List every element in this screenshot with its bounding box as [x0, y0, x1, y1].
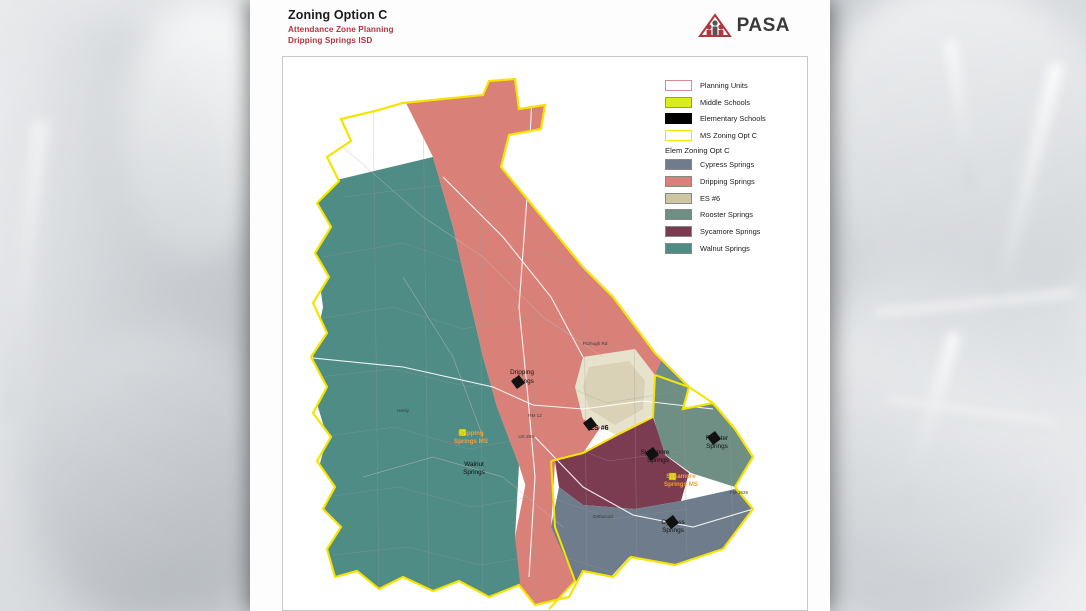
legend-group-header: Elem Zoning Opt C: [665, 146, 730, 156]
map-label-road: US 290: [518, 434, 534, 439]
pasa-logo-text: PASA: [736, 15, 790, 36]
legend-label: MS Zoning Opt C: [700, 131, 758, 141]
document-header: [288, 8, 394, 45]
legend-item: [665, 240, 808, 257]
document-subtitle-district: Dripping Springs ISD: [288, 36, 373, 45]
document-subtitle-program: Attendance Zone Planning: [288, 25, 394, 34]
map-label-road: FM 1826: [729, 490, 749, 495]
map-label-es6: ES #6: [589, 425, 609, 432]
legend-item: [665, 127, 808, 144]
background-shape-lower-left: [30, 330, 270, 611]
legend-swatch: [665, 193, 692, 204]
map-label-city: Springs: [512, 378, 534, 385]
legend-item: [665, 223, 808, 240]
legend-item: [665, 207, 808, 224]
legend-label: Middle Schools: [700, 97, 751, 107]
map-label-road: Henly: [397, 408, 409, 413]
map-label-ms: Springs MS: [663, 481, 699, 488]
map-label-city: Dripping: [510, 369, 534, 376]
map-label-road: Fitzhugh Rd: [582, 341, 608, 346]
map-label-city: Springs: [706, 443, 728, 450]
map-label-city: Rooster: [705, 435, 729, 442]
legend-label: Walnut Springs: [700, 244, 750, 254]
pasa-logo-icon: [698, 12, 732, 40]
map-label-ms: Springs MS: [453, 438, 489, 445]
legend-label: Rooster Springs: [700, 210, 753, 220]
map-label-city: Sycamore: [640, 449, 670, 456]
map-legend: [665, 77, 808, 257]
legend-swatch: [665, 176, 692, 187]
legend-item: [665, 173, 808, 190]
legend-item: [665, 94, 808, 111]
map-label-city: Springs: [647, 457, 669, 464]
legend-label: Elementary Schools: [700, 114, 766, 124]
map-label-ms: Sycamore: [666, 473, 696, 480]
legend-swatch: [665, 80, 692, 91]
map-label-city: Walnut: [464, 461, 484, 468]
legend-item: [665, 190, 808, 207]
map-label-ms: Dripping: [458, 430, 484, 437]
map-label-city: Springs: [463, 469, 485, 476]
map-label-city: Cypress: [661, 519, 685, 526]
page-title: Zoning Option C: [288, 8, 388, 22]
legend-swatch: [665, 113, 692, 124]
legend-item: [665, 111, 808, 128]
pasa-logo: [698, 12, 790, 40]
legend-swatch: [665, 243, 692, 254]
printed-map-page: [250, 0, 830, 611]
map-canvas[interactable]: [282, 56, 808, 611]
map-label-road: RM 12: [528, 413, 542, 418]
legend-label: Dripping Springs: [700, 176, 755, 186]
legend-swatch: [665, 226, 692, 237]
map-label-road: Driftwood: [593, 514, 613, 519]
legend-label: Cypress Springs: [700, 160, 755, 170]
legend-swatch: [665, 159, 692, 170]
legend-swatch: [665, 209, 692, 220]
legend-item: [665, 156, 808, 173]
map-label-city: Springs: [662, 527, 684, 534]
legend-swatch: [665, 130, 692, 141]
legend-label: ES #6: [700, 193, 721, 203]
legend-label: Planning Units: [700, 80, 748, 90]
legend-item: [665, 77, 808, 94]
legend-label: Sycamore Springs: [700, 227, 761, 237]
legend-swatch: [665, 97, 692, 108]
